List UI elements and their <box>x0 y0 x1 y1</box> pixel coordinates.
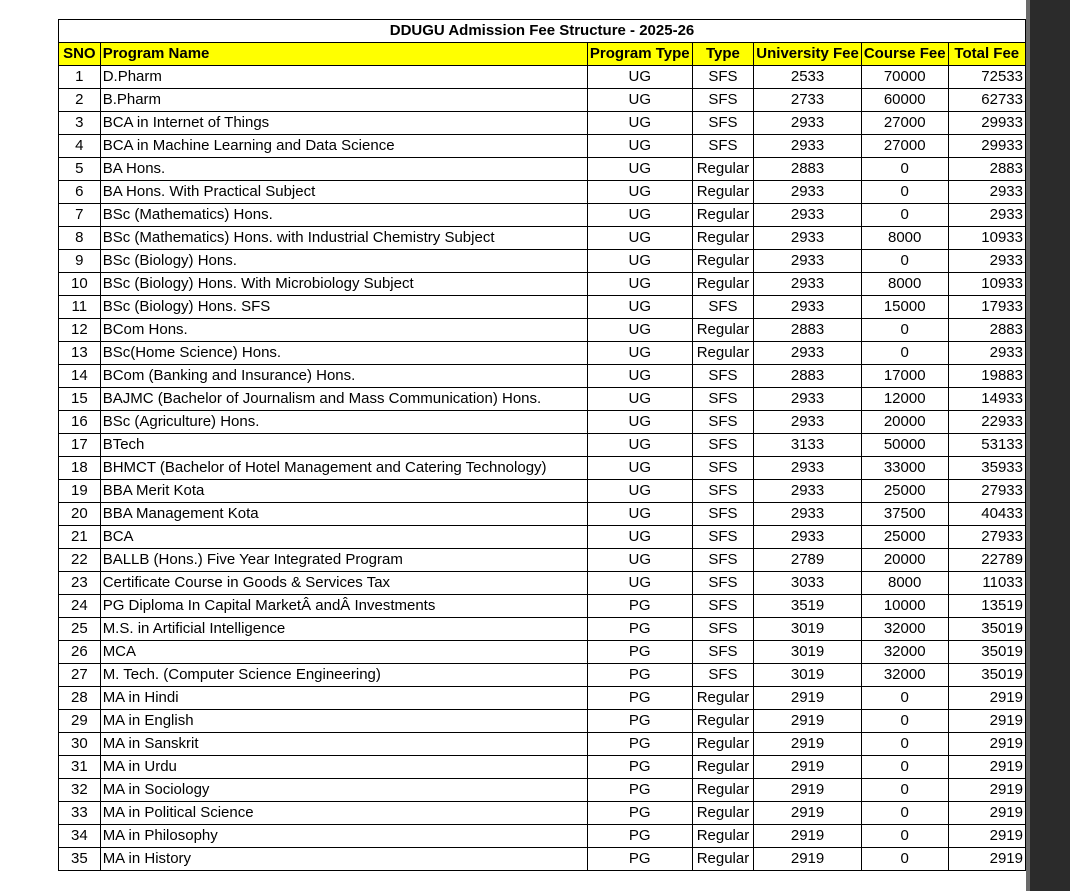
table-title: DDUGU Admission Fee Structure - 2025-26 <box>59 20 1026 43</box>
cell-program-name: M. Tech. (Computer Science Engineering) <box>100 664 587 687</box>
cell-sno: 8 <box>59 227 101 250</box>
header-program-name: Program Name <box>100 43 587 66</box>
title-row <box>59 20 1026 43</box>
cell-sno: 24 <box>59 595 101 618</box>
cell-type: SFS <box>692 296 754 319</box>
cell-type: SFS <box>692 135 754 158</box>
cell-total-fee: 2933 <box>948 250 1025 273</box>
cell-sno: 25 <box>59 618 101 641</box>
cell-type: SFS <box>692 503 754 526</box>
cell-total-fee: 17933 <box>948 296 1025 319</box>
cell-program-type: UG <box>587 319 692 342</box>
cell-program-name: BHMCT (Bachelor of Hotel Management and Catering Technology) <box>100 457 587 480</box>
cell-program-type: PG <box>587 641 692 664</box>
cell-course-fee: 10000 <box>861 595 948 618</box>
table-row <box>59 618 1026 641</box>
cell-program-type: UG <box>587 388 692 411</box>
cell-type: SFS <box>692 641 754 664</box>
cell-sno: 33 <box>59 802 101 825</box>
viewer-background <box>1030 0 1070 891</box>
cell-type: Regular <box>692 848 754 871</box>
cell-university-fee: 2933 <box>754 411 862 434</box>
cell-program-name: BBA Merit Kota <box>100 480 587 503</box>
table-row <box>59 342 1026 365</box>
cell-university-fee: 2933 <box>754 457 862 480</box>
cell-course-fee: 27000 <box>861 135 948 158</box>
cell-total-fee: 10933 <box>948 273 1025 296</box>
cell-program-name: MA in Hindi <box>100 687 587 710</box>
header-total-fee: Total Fee <box>948 43 1025 66</box>
cell-program-type: UG <box>587 66 692 89</box>
cell-total-fee: 27933 <box>948 480 1025 503</box>
cell-total-fee: 35933 <box>948 457 1025 480</box>
table-row <box>59 388 1026 411</box>
cell-program-name: BA Hons. <box>100 158 587 181</box>
cell-university-fee: 2933 <box>754 273 862 296</box>
cell-university-fee: 3133 <box>754 434 862 457</box>
cell-university-fee: 2933 <box>754 342 862 365</box>
cell-program-type: UG <box>587 572 692 595</box>
cell-program-name: BBA Management Kota <box>100 503 587 526</box>
cell-program-name: Certificate Course in Goods & Services Tax <box>100 572 587 595</box>
cell-program-name: BSc (Mathematics) Hons. <box>100 204 587 227</box>
table-row <box>59 480 1026 503</box>
cell-program-type: PG <box>587 779 692 802</box>
table-row <box>59 66 1026 89</box>
cell-program-name: BSc (Mathematics) Hons. with Industrial Chemistry Subject <box>100 227 587 250</box>
cell-program-type: PG <box>587 802 692 825</box>
cell-total-fee: 19883 <box>948 365 1025 388</box>
cell-program-name: M.S. in Artificial Intelligence <box>100 618 587 641</box>
cell-total-fee: 27933 <box>948 526 1025 549</box>
cell-sno: 7 <box>59 204 101 227</box>
cell-course-fee: 25000 <box>861 480 948 503</box>
cell-program-name: D.Pharm <box>100 66 587 89</box>
cell-type: SFS <box>692 66 754 89</box>
table-row <box>59 89 1026 112</box>
table-row <box>59 135 1026 158</box>
table-row <box>59 296 1026 319</box>
cell-program-name: MA in Sanskrit <box>100 733 587 756</box>
cell-program-type: PG <box>587 848 692 871</box>
cell-university-fee: 2919 <box>754 802 862 825</box>
cell-program-name: MA in Philosophy <box>100 825 587 848</box>
cell-type: Regular <box>692 319 754 342</box>
cell-program-type: UG <box>587 227 692 250</box>
cell-sno: 18 <box>59 457 101 480</box>
cell-total-fee: 62733 <box>948 89 1025 112</box>
cell-university-fee: 2933 <box>754 181 862 204</box>
cell-total-fee: 22789 <box>948 549 1025 572</box>
cell-university-fee: 3019 <box>754 641 862 664</box>
cell-sno: 19 <box>59 480 101 503</box>
cell-university-fee: 2919 <box>754 756 862 779</box>
cell-type: Regular <box>692 227 754 250</box>
cell-program-name: BAJMC (Bachelor of Journalism and Mass Communication) Hons. <box>100 388 587 411</box>
cell-type: SFS <box>692 434 754 457</box>
cell-total-fee: 2919 <box>948 779 1025 802</box>
cell-university-fee: 2733 <box>754 89 862 112</box>
cell-university-fee: 2933 <box>754 296 862 319</box>
header-type: Type <box>692 43 754 66</box>
cell-type: Regular <box>692 250 754 273</box>
cell-program-name: MA in History <box>100 848 587 871</box>
cell-total-fee: 2933 <box>948 342 1025 365</box>
cell-course-fee: 32000 <box>861 618 948 641</box>
cell-type: SFS <box>692 457 754 480</box>
cell-course-fee: 32000 <box>861 641 948 664</box>
fee-structure-table <box>58 19 1026 871</box>
cell-course-fee: 0 <box>861 802 948 825</box>
cell-program-name: BCA <box>100 526 587 549</box>
cell-program-type: PG <box>587 618 692 641</box>
cell-sno: 32 <box>59 779 101 802</box>
cell-total-fee: 13519 <box>948 595 1025 618</box>
cell-program-name: BSc (Biology) Hons. <box>100 250 587 273</box>
cell-course-fee: 0 <box>861 250 948 273</box>
table-row <box>59 250 1026 273</box>
table-row <box>59 549 1026 572</box>
cell-program-name: BSc (Agriculture) Hons. <box>100 411 587 434</box>
cell-type: Regular <box>692 779 754 802</box>
cell-sno: 13 <box>59 342 101 365</box>
cell-program-type: UG <box>587 526 692 549</box>
cell-sno: 12 <box>59 319 101 342</box>
table-row <box>59 825 1026 848</box>
table-row <box>59 434 1026 457</box>
cell-type: Regular <box>692 802 754 825</box>
cell-total-fee: 2919 <box>948 733 1025 756</box>
cell-sno: 28 <box>59 687 101 710</box>
cell-university-fee: 2933 <box>754 480 862 503</box>
cell-sno: 10 <box>59 273 101 296</box>
cell-sno: 5 <box>59 158 101 181</box>
cell-type: Regular <box>692 342 754 365</box>
cell-sno: 34 <box>59 825 101 848</box>
cell-sno: 27 <box>59 664 101 687</box>
table-row <box>59 664 1026 687</box>
cell-course-fee: 17000 <box>861 365 948 388</box>
cell-course-fee: 33000 <box>861 457 948 480</box>
cell-program-name: BSc (Biology) Hons. SFS <box>100 296 587 319</box>
cell-sno: 22 <box>59 549 101 572</box>
cell-course-fee: 27000 <box>861 112 948 135</box>
cell-type: SFS <box>692 595 754 618</box>
cell-program-type: UG <box>587 549 692 572</box>
cell-course-fee: 0 <box>861 158 948 181</box>
cell-type: Regular <box>692 710 754 733</box>
header-program-type: Program Type <box>587 43 692 66</box>
cell-university-fee: 2919 <box>754 687 862 710</box>
cell-total-fee: 10933 <box>948 227 1025 250</box>
cell-program-name: BTech <box>100 434 587 457</box>
cell-sno: 2 <box>59 89 101 112</box>
cell-university-fee: 2919 <box>754 825 862 848</box>
cell-program-type: PG <box>587 687 692 710</box>
cell-sno: 3 <box>59 112 101 135</box>
cell-sno: 14 <box>59 365 101 388</box>
cell-course-fee: 32000 <box>861 664 948 687</box>
table-row <box>59 526 1026 549</box>
cell-program-name: BSc(Home Science) Hons. <box>100 342 587 365</box>
table-row <box>59 733 1026 756</box>
cell-sno: 17 <box>59 434 101 457</box>
cell-course-fee: 15000 <box>861 296 948 319</box>
cell-total-fee: 22933 <box>948 411 1025 434</box>
cell-program-type: UG <box>587 457 692 480</box>
table-row <box>59 756 1026 779</box>
cell-type: SFS <box>692 618 754 641</box>
cell-university-fee: 2933 <box>754 135 862 158</box>
cell-university-fee: 2933 <box>754 503 862 526</box>
cell-program-name: BCom (Banking and Insurance) Hons. <box>100 365 587 388</box>
cell-university-fee: 2883 <box>754 319 862 342</box>
cell-course-fee: 0 <box>861 710 948 733</box>
cell-program-name: BSc (Biology) Hons. With Microbiology Subject <box>100 273 587 296</box>
cell-university-fee: 2933 <box>754 526 862 549</box>
cell-sno: 26 <box>59 641 101 664</box>
cell-type: Regular <box>692 273 754 296</box>
cell-total-fee: 35019 <box>948 618 1025 641</box>
cell-program-name: BCA in Machine Learning and Data Science <box>100 135 587 158</box>
cell-sno: 31 <box>59 756 101 779</box>
cell-total-fee: 2883 <box>948 319 1025 342</box>
cell-program-type: UG <box>587 342 692 365</box>
cell-type: SFS <box>692 365 754 388</box>
cell-program-type: UG <box>587 89 692 112</box>
cell-total-fee: 11033 <box>948 572 1025 595</box>
cell-type: Regular <box>692 158 754 181</box>
cell-program-name: BALLB (Hons.) Five Year Integrated Program <box>100 549 587 572</box>
cell-program-type: UG <box>587 250 692 273</box>
cell-course-fee: 50000 <box>861 434 948 457</box>
cell-total-fee: 35019 <box>948 641 1025 664</box>
cell-program-name: PG Diploma In Capital MarketÂ andÂ Investments <box>100 595 587 618</box>
cell-university-fee: 2789 <box>754 549 862 572</box>
table-row <box>59 411 1026 434</box>
cell-program-type: UG <box>587 181 692 204</box>
cell-sno: 16 <box>59 411 101 434</box>
cell-sno: 6 <box>59 181 101 204</box>
cell-program-type: UG <box>587 411 692 434</box>
cell-course-fee: 0 <box>861 779 948 802</box>
cell-type: SFS <box>692 89 754 112</box>
cell-program-type: PG <box>587 664 692 687</box>
cell-program-type: UG <box>587 365 692 388</box>
cell-sno: 4 <box>59 135 101 158</box>
cell-course-fee: 0 <box>861 342 948 365</box>
cell-program-name: B.Pharm <box>100 89 587 112</box>
cell-total-fee: 2883 <box>948 158 1025 181</box>
table-row <box>59 848 1026 871</box>
cell-program-type: PG <box>587 825 692 848</box>
cell-sno: 29 <box>59 710 101 733</box>
cell-program-type: PG <box>587 595 692 618</box>
cell-university-fee: 2883 <box>754 365 862 388</box>
cell-course-fee: 0 <box>861 825 948 848</box>
table-row <box>59 204 1026 227</box>
cell-course-fee: 0 <box>861 848 948 871</box>
cell-course-fee: 70000 <box>861 66 948 89</box>
cell-type: Regular <box>692 687 754 710</box>
cell-program-type: UG <box>587 434 692 457</box>
cell-total-fee: 2933 <box>948 181 1025 204</box>
cell-program-type: UG <box>587 112 692 135</box>
cell-type: SFS <box>692 112 754 135</box>
header-sno: SNO <box>59 43 101 66</box>
cell-type: Regular <box>692 756 754 779</box>
table-row <box>59 779 1026 802</box>
cell-type: SFS <box>692 549 754 572</box>
cell-program-type: PG <box>587 710 692 733</box>
cell-course-fee: 37500 <box>861 503 948 526</box>
cell-sno: 9 <box>59 250 101 273</box>
cell-total-fee: 2919 <box>948 710 1025 733</box>
cell-course-fee: 8000 <box>861 273 948 296</box>
cell-course-fee: 0 <box>861 181 948 204</box>
cell-course-fee: 0 <box>861 687 948 710</box>
table-row <box>59 273 1026 296</box>
cell-type: Regular <box>692 825 754 848</box>
table-row <box>59 641 1026 664</box>
cell-university-fee: 2533 <box>754 66 862 89</box>
cell-university-fee: 2933 <box>754 250 862 273</box>
cell-course-fee: 0 <box>861 756 948 779</box>
cell-university-fee: 2919 <box>754 733 862 756</box>
cell-program-type: UG <box>587 158 692 181</box>
cell-program-type: PG <box>587 756 692 779</box>
table-row <box>59 158 1026 181</box>
cell-program-type: UG <box>587 296 692 319</box>
cell-university-fee: 2933 <box>754 204 862 227</box>
cell-program-name: MA in Urdu <box>100 756 587 779</box>
cell-university-fee: 2919 <box>754 848 862 871</box>
cell-type: Regular <box>692 181 754 204</box>
cell-course-fee: 8000 <box>861 227 948 250</box>
cell-total-fee: 29933 <box>948 112 1025 135</box>
cell-type: SFS <box>692 411 754 434</box>
cell-program-type: UG <box>587 503 692 526</box>
table-row <box>59 319 1026 342</box>
cell-course-fee: 60000 <box>861 89 948 112</box>
cell-program-name: MA in English <box>100 710 587 733</box>
cell-sno: 15 <box>59 388 101 411</box>
cell-total-fee: 2919 <box>948 687 1025 710</box>
cell-type: SFS <box>692 572 754 595</box>
cell-total-fee: 72533 <box>948 66 1025 89</box>
cell-university-fee: 2933 <box>754 388 862 411</box>
cell-university-fee: 3519 <box>754 595 862 618</box>
cell-type: SFS <box>692 526 754 549</box>
table-row <box>59 365 1026 388</box>
cell-program-name: MA in Sociology <box>100 779 587 802</box>
cell-program-type: UG <box>587 135 692 158</box>
cell-sno: 11 <box>59 296 101 319</box>
cell-program-name: MCA <box>100 641 587 664</box>
cell-university-fee: 2933 <box>754 227 862 250</box>
cell-university-fee: 2919 <box>754 710 862 733</box>
cell-course-fee: 0 <box>861 204 948 227</box>
cell-program-name: MA in Political Science <box>100 802 587 825</box>
cell-sno: 21 <box>59 526 101 549</box>
table-row <box>59 802 1026 825</box>
table-row <box>59 112 1026 135</box>
header-row <box>59 43 1026 66</box>
cell-total-fee: 53133 <box>948 434 1025 457</box>
cell-sno: 20 <box>59 503 101 526</box>
table-row <box>59 457 1026 480</box>
cell-type: Regular <box>692 204 754 227</box>
cell-total-fee: 2933 <box>948 204 1025 227</box>
cell-type: SFS <box>692 388 754 411</box>
cell-sno: 35 <box>59 848 101 871</box>
cell-type: Regular <box>692 733 754 756</box>
cell-university-fee: 2933 <box>754 112 862 135</box>
cell-program-name: BA Hons. With Practical Subject <box>100 181 587 204</box>
cell-course-fee: 0 <box>861 319 948 342</box>
cell-university-fee: 2883 <box>754 158 862 181</box>
cell-program-type: UG <box>587 204 692 227</box>
cell-sno: 30 <box>59 733 101 756</box>
table-row <box>59 687 1026 710</box>
table-row <box>59 710 1026 733</box>
cell-university-fee: 3019 <box>754 618 862 641</box>
table-row <box>59 595 1026 618</box>
cell-course-fee: 25000 <box>861 526 948 549</box>
cell-sno: 23 <box>59 572 101 595</box>
table-row <box>59 181 1026 204</box>
cell-course-fee: 20000 <box>861 411 948 434</box>
table-body <box>59 66 1026 871</box>
cell-course-fee: 8000 <box>861 572 948 595</box>
header-course-fee: Course Fee <box>861 43 948 66</box>
cell-total-fee: 40433 <box>948 503 1025 526</box>
cell-university-fee: 3019 <box>754 664 862 687</box>
cell-program-type: UG <box>587 480 692 503</box>
cell-total-fee: 2919 <box>948 825 1025 848</box>
cell-program-name: BCA in Internet of Things <box>100 112 587 135</box>
cell-total-fee: 2919 <box>948 848 1025 871</box>
cell-total-fee: 35019 <box>948 664 1025 687</box>
cell-type: SFS <box>692 480 754 503</box>
cell-course-fee: 20000 <box>861 549 948 572</box>
table-row <box>59 503 1026 526</box>
cell-university-fee: 2919 <box>754 779 862 802</box>
cell-sno: 1 <box>59 66 101 89</box>
cell-university-fee: 3033 <box>754 572 862 595</box>
cell-total-fee: 14933 <box>948 388 1025 411</box>
table-row <box>59 572 1026 595</box>
cell-program-type: UG <box>587 273 692 296</box>
header-university-fee: University Fee <box>754 43 862 66</box>
table-row <box>59 227 1026 250</box>
cell-total-fee: 29933 <box>948 135 1025 158</box>
cell-total-fee: 2919 <box>948 756 1025 779</box>
cell-program-name: BCom Hons. <box>100 319 587 342</box>
cell-type: SFS <box>692 664 754 687</box>
cell-course-fee: 12000 <box>861 388 948 411</box>
cell-program-type: PG <box>587 733 692 756</box>
cell-course-fee: 0 <box>861 733 948 756</box>
cell-total-fee: 2919 <box>948 802 1025 825</box>
